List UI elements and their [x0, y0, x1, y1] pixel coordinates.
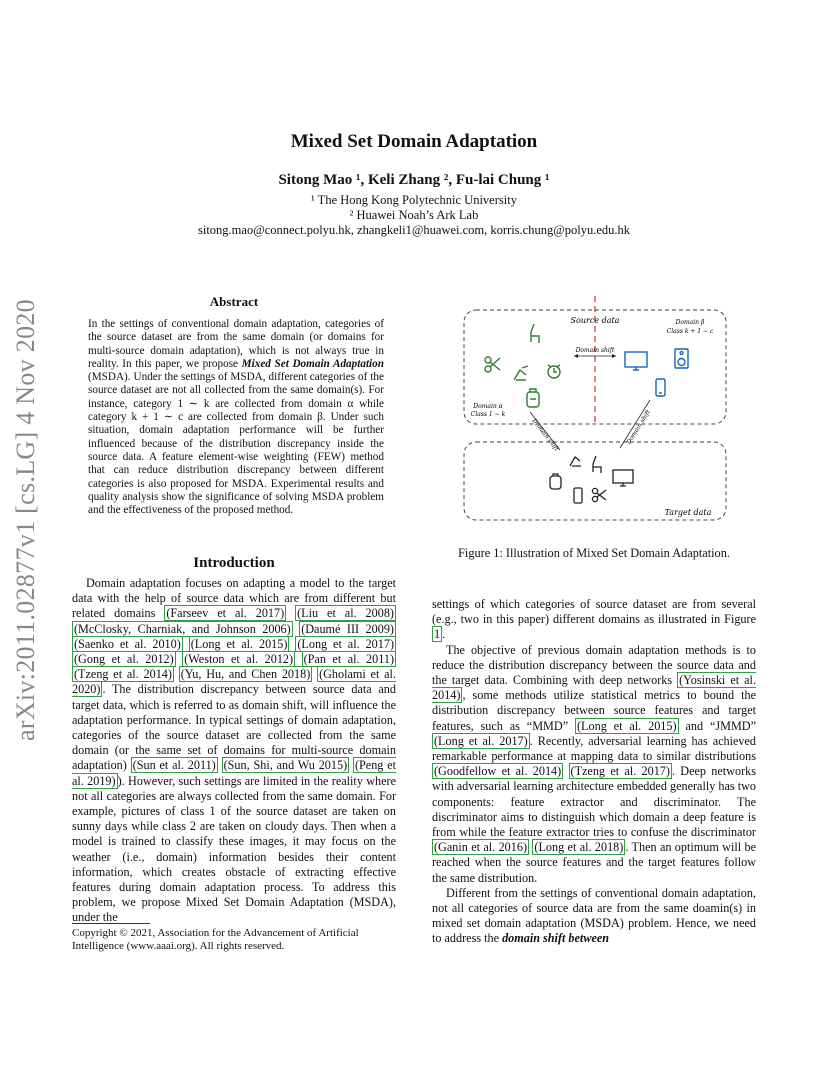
right-paragraph-0: [432, 597, 756, 643]
chair-icon: [531, 324, 539, 343]
citation-link[interactable]: (Sun, Shi, and Wu 2015): [223, 758, 348, 773]
citation-link[interactable]: (Peng et al. 2019): [72, 758, 396, 788]
citation-link[interactable]: (Ganin et al. 2016): [434, 840, 528, 855]
citation-link[interactable]: (Daumé III 2009): [301, 621, 394, 636]
citation-link[interactable]: (Tzeng et al. 2014): [74, 667, 172, 682]
right-text: , some methods utilize statistical metrics to bound the distribution discrepancy between source features and target features, such as “MMD”: [432, 688, 756, 733]
citation-link[interactable]: (McClosky, Charniak, and Johnson 2006): [74, 621, 291, 636]
right-emphasis: domain shift between: [502, 931, 610, 946]
citation-link[interactable]: (Long et al. 2017): [434, 733, 528, 748]
citation-link[interactable]: (Yu, Hu, and Chen 2018): [180, 667, 311, 682]
copyright-notice: Copyright © 2021, Association for the Advancement of Artificial Intelligence (www.aaai.org). All rights reserved.: [72, 927, 359, 952]
target-chair-icon: [593, 456, 601, 473]
domain-beta-label: Domain β: [675, 319, 705, 326]
domain-shift-label: Domain shift: [575, 347, 615, 354]
target-phone-icon: [574, 488, 582, 503]
abstract-heading: Abstract: [209, 294, 259, 309]
figure-caption: Figure 1: Illustration of Mixed Set Domain Adaptation.: [458, 546, 730, 560]
alarm-clock-icon: [548, 365, 560, 378]
affiliation-1: ¹ The Hong Kong Polytechnic University: [311, 193, 517, 207]
citation-link[interactable]: (Long et al. 2017): [297, 636, 394, 651]
right-text: . Then an optimum will be reached when the source features and the target features follow the same distribution.: [432, 840, 757, 885]
citation-link[interactable]: (Weston et al. 2012): [184, 652, 294, 667]
desk-lamp-icon: [514, 366, 528, 380]
monitor-icon: [625, 352, 647, 370]
right-paragraph-2: [432, 886, 756, 947]
abstract-text: In the settings of conventional domain adaptation, categories of the source dataset are from the same domain (or domains for multi-source domain adaptation), which is not always true in reality. In this paper, we propose: [88, 318, 384, 370]
right-text: . Deep networks with adversarial learning architecture embedded generally has two components: feature extractor and discriminator. The discriminator aims to distinguish which domain a deep feature is from while the feature extractor tries to confuse the discriminator: [432, 764, 756, 840]
arxiv-id: arXiv:2011.02877v1 [cs.LG] 4 Nov 2020: [11, 299, 40, 741]
abstract-body: [88, 318, 384, 517]
abstract-text-2: (MSDA). Under the settings of MSDA, different categories of the source dataset are not all collected from the same domain(s). For instance, category 1 ∼ k are collected from domain α while category k + 1 ∼ c are collected from domain β. Under such situation, domain adaptation performance will be further influenced because of the distribution discrepancy inside the source data. A feature element-wise weighting (FEW) method that can reduce distribution discrepancy between different categories is also proposed for MSDA. Experimental results and quality analysis show the significance of solving MSDA problem and the effectiveness of the proposed method.: [88, 371, 384, 517]
domain-shift-label-left: Domain shift: [530, 417, 560, 453]
backpack-icon: [527, 389, 539, 407]
citation-link[interactable]: (Sun et al. 2011): [132, 758, 216, 773]
footnote-rule: [72, 923, 150, 924]
citation-link[interactable]: (Farseev et al. 2017): [166, 606, 285, 621]
intro-paragraph: [72, 576, 396, 926]
scissors-icon: [485, 357, 500, 372]
intro-text: Domain adaptation focuses on adapting a model to the target data with the help of source data which are from different but related domains: [72, 576, 396, 621]
citation-link[interactable]: (Gong et al. 2012): [74, 652, 174, 667]
right-text: settings of which categories of source dataset are from several (e.g., two in this paper) different domains as illustrated in Figure: [432, 597, 756, 627]
class-alpha-label: Class 1 ∼ k: [470, 411, 506, 418]
paper-authors: Sitong Mao ¹, Keli Zhang ², Fu-lai Chung ¹: [278, 172, 550, 188]
left-column: [72, 576, 396, 926]
target-scissors-icon: [592, 488, 606, 501]
arxiv-sidebar: [4, 290, 48, 750]
source-data-label: Source data: [570, 316, 620, 325]
figure-illustration: [452, 296, 742, 532]
paper-title: Mixed Set Domain Adaptation: [290, 131, 538, 152]
abstract-emphasis: Mixed Set Domain Adaptation: [241, 357, 384, 370]
affiliation-2: ² Huawei Noah’s Ark Lab: [349, 208, 479, 222]
right-text: and “JMMD”: [678, 718, 756, 733]
author-emails: sitong.mao@connect.polyu.hk, zhangkeli1@huawei.com, korris.chung@polyu.edu.hk: [197, 223, 631, 237]
citation-link[interactable]: (Goodfellow et al. 2014): [434, 764, 562, 779]
domain-beta-icons: [625, 349, 688, 396]
right-text: . Recently, adversarial learning has achieved remarkable performance at mapping data to similar distributions: [432, 733, 756, 764]
domain-alpha-label: Domain α: [473, 403, 503, 410]
speaker-icon: [675, 349, 688, 368]
citation-link[interactable]: (Saenko et al. 2010): [74, 636, 181, 651]
citation-link[interactable]: (Long et al. 2015): [190, 636, 288, 651]
right-paragraph-1: [432, 643, 756, 886]
target-backpack-icon: [550, 474, 561, 489]
citation-link[interactable]: (Gholami et al. 2020): [72, 667, 396, 697]
citation-link[interactable]: (Yosinski et al. 2014): [432, 673, 756, 703]
class-beta-label: Class k + 1 ∼ c: [666, 328, 714, 335]
citation-link[interactable]: (Long et al. 2015): [577, 718, 677, 733]
phone-icon: [656, 379, 665, 396]
intro-text: . The distribution discrepancy between source data and target data, which is referred to as domain shift, will influence the adaptation performance. In typical settings of domain adaptation, categories of the source dataset are collected from the same domain (or the same set of domains for multi-source domain adaptation): [72, 682, 396, 773]
domain-shift-label-right: Domain shift: [625, 408, 652, 446]
target-monitor-icon: [613, 470, 633, 486]
right-text: Different from the settings of conventional domain adaptation, not all categories of source data are from the same doamin(s) in mixed set domain adaptation (MSDA) problem. Hence, we need to address the: [432, 885, 756, 946]
right-text: .: [442, 627, 446, 642]
intro-text: ). However, such settings are limited in the reality where not all categories are always collected from the same domain. For example, pictures of class 1 of the source dataset are taken on sunny days while class 2 are taken on cloudy days. Then when a model is trained to classify these images, it may focus on the weather (i.e., domain) information besides their content information, which creates obstacle of extracting effective features during domain adaptation process. To address this problem, we propose Mixed Set Domain Adaptation (MSDA), under the: [72, 773, 396, 925]
citation-link[interactable]: (Pan et al. 2011): [303, 652, 395, 667]
target-data-label: Target data: [664, 508, 712, 517]
citation-link[interactable]: (Tzeng et al. 2017): [570, 764, 670, 779]
domain-alpha-icons: [485, 324, 560, 407]
figure-ref-link[interactable]: 1: [434, 627, 441, 642]
right-text: The objective of previous domain adaptation methods is to reduce the distribution discrepancy between the source data and the target data. Combining with deep networks: [432, 642, 756, 688]
introduction-heading: Introduction: [193, 555, 275, 571]
target-lamp-icon: [570, 457, 581, 466]
citation-link[interactable]: (Liu et al. 2008): [297, 606, 394, 621]
right-column: [432, 597, 756, 947]
target-icons: [550, 456, 633, 503]
citation-link[interactable]: (Long et al. 2018): [534, 840, 624, 855]
